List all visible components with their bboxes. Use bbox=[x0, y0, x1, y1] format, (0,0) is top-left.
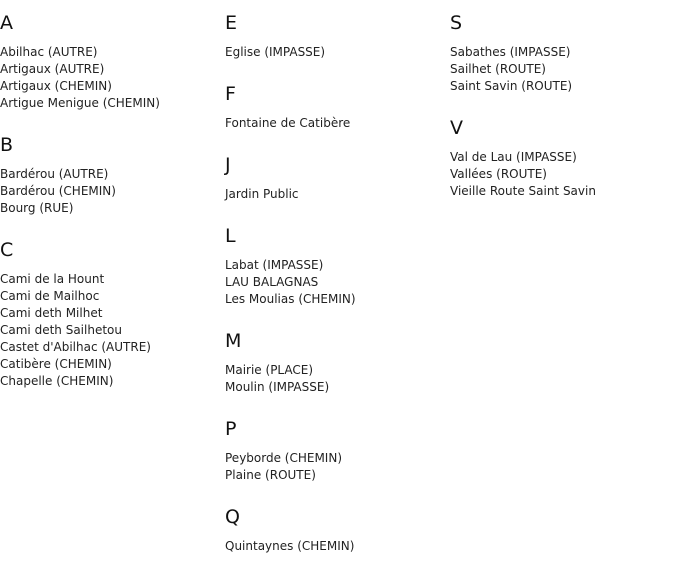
street-link[interactable]: Chapelle (CHEMIN) bbox=[0, 374, 114, 388]
street-link[interactable]: Fontaine de Catibère bbox=[225, 116, 351, 130]
street-link[interactable]: Cami deth Milhet bbox=[0, 306, 103, 320]
street-link[interactable]: Artigaux (CHEMIN) bbox=[0, 79, 112, 93]
street-link[interactable]: Quintaynes (CHEMIN) bbox=[225, 539, 355, 553]
street-link[interactable]: Vallées (ROUTE) bbox=[450, 167, 547, 181]
street-list bbox=[0, 44, 220, 112]
street-item bbox=[225, 257, 445, 274]
street-link[interactable]: Bourg (RUE) bbox=[0, 201, 74, 215]
street-link[interactable]: Saint Savin (ROUTE) bbox=[450, 79, 573, 93]
street-link[interactable]: Mairie (PLACE) bbox=[225, 363, 314, 377]
letter-heading: E bbox=[225, 12, 238, 34]
street-item bbox=[0, 271, 220, 288]
street-item bbox=[0, 95, 220, 112]
street-item bbox=[0, 305, 220, 322]
street-link[interactable]: Castet d'Abilhac (AUTRE) bbox=[0, 340, 151, 354]
letter-group bbox=[225, 83, 445, 132]
street-item bbox=[225, 467, 445, 484]
street-link[interactable]: Bardérou (AUTRE) bbox=[0, 167, 109, 181]
street-link[interactable]: Abilhac (AUTRE) bbox=[0, 45, 98, 59]
street-column-1 bbox=[0, 12, 220, 412]
street-list bbox=[225, 115, 445, 132]
street-item bbox=[225, 115, 445, 132]
street-column-3 bbox=[450, 12, 670, 222]
street-item bbox=[0, 61, 220, 78]
letter-heading: L bbox=[225, 225, 236, 247]
letter-heading: B bbox=[0, 134, 14, 156]
street-item bbox=[0, 322, 220, 339]
street-list bbox=[225, 450, 445, 484]
street-link[interactable]: Jardin Public bbox=[225, 187, 299, 201]
street-link[interactable]: Cami deth Sailhetou bbox=[0, 323, 122, 337]
street-item bbox=[450, 149, 670, 166]
street-list bbox=[225, 186, 445, 203]
street-link[interactable]: Moulin (IMPASSE) bbox=[225, 380, 330, 394]
street-item bbox=[450, 183, 670, 200]
street-list bbox=[450, 44, 670, 95]
street-list bbox=[225, 44, 445, 61]
street-item bbox=[225, 274, 445, 291]
street-link[interactable]: Sabathes (IMPASSE) bbox=[450, 45, 571, 59]
street-item bbox=[0, 356, 220, 373]
street-link[interactable]: Peyborde (CHEMIN) bbox=[225, 451, 343, 465]
street-list bbox=[225, 362, 445, 396]
street-list bbox=[0, 166, 220, 217]
street-item bbox=[0, 183, 220, 200]
letter-heading: M bbox=[225, 330, 242, 352]
street-item bbox=[0, 200, 220, 217]
street-item bbox=[225, 450, 445, 467]
street-link[interactable]: Artigaux (AUTRE) bbox=[0, 62, 105, 76]
street-link[interactable]: LAU BALAGNAS bbox=[225, 275, 319, 289]
street-item bbox=[450, 78, 670, 95]
street-item bbox=[225, 379, 445, 396]
street-link[interactable]: Artigue Menigue (CHEMIN) bbox=[0, 96, 160, 110]
letter-heading: F bbox=[225, 83, 236, 105]
street-link[interactable]: Val de Lau (IMPASSE) bbox=[450, 150, 577, 164]
street-item bbox=[0, 373, 220, 390]
letter-group bbox=[450, 117, 670, 200]
street-link[interactable]: Vieille Route Saint Savin bbox=[450, 184, 596, 198]
street-item bbox=[225, 538, 445, 555]
street-item bbox=[0, 78, 220, 95]
letter-group bbox=[225, 330, 445, 396]
letter-group bbox=[225, 12, 445, 61]
street-item bbox=[450, 166, 670, 183]
street-list bbox=[225, 257, 445, 308]
letter-group bbox=[225, 154, 445, 203]
letter-heading: P bbox=[225, 418, 237, 440]
letter-group bbox=[0, 12, 220, 112]
street-list bbox=[0, 271, 220, 390]
letter-heading: C bbox=[0, 239, 14, 261]
letter-group bbox=[0, 239, 220, 390]
street-list bbox=[450, 149, 670, 200]
street-item bbox=[450, 61, 670, 78]
letter-group bbox=[225, 506, 445, 555]
street-item bbox=[0, 44, 220, 61]
street-link[interactable]: Cami de la Hount bbox=[0, 272, 105, 286]
letter-heading: A bbox=[0, 12, 13, 34]
street-link[interactable]: Cami de Mailhoc bbox=[0, 289, 100, 303]
letter-group bbox=[225, 418, 445, 484]
street-item bbox=[0, 166, 220, 183]
letter-heading: J bbox=[225, 154, 231, 176]
street-link[interactable]: Catibère (CHEMIN) bbox=[0, 357, 112, 371]
street-item bbox=[225, 44, 445, 61]
street-link[interactable]: Eglise (IMPASSE) bbox=[225, 45, 326, 59]
letter-group bbox=[225, 225, 445, 308]
street-item bbox=[225, 186, 445, 203]
street-item bbox=[0, 339, 220, 356]
street-link[interactable]: Labat (IMPASSE) bbox=[225, 258, 324, 272]
letter-heading: S bbox=[450, 12, 463, 34]
letter-group bbox=[450, 12, 670, 95]
street-link[interactable]: Sailhet (ROUTE) bbox=[450, 62, 546, 76]
street-item bbox=[0, 288, 220, 305]
street-item bbox=[450, 44, 670, 61]
street-link[interactable]: Les Moulias (CHEMIN) bbox=[225, 292, 356, 306]
street-column-2 bbox=[225, 12, 445, 577]
street-list bbox=[225, 538, 445, 555]
street-link[interactable]: Plaine (ROUTE) bbox=[225, 468, 316, 482]
street-link[interactable]: Bardérou (CHEMIN) bbox=[0, 184, 116, 198]
street-item bbox=[225, 291, 445, 308]
street-item bbox=[225, 362, 445, 379]
letter-heading: Q bbox=[225, 506, 240, 528]
letter-heading: V bbox=[450, 117, 463, 139]
letter-group bbox=[0, 134, 220, 217]
